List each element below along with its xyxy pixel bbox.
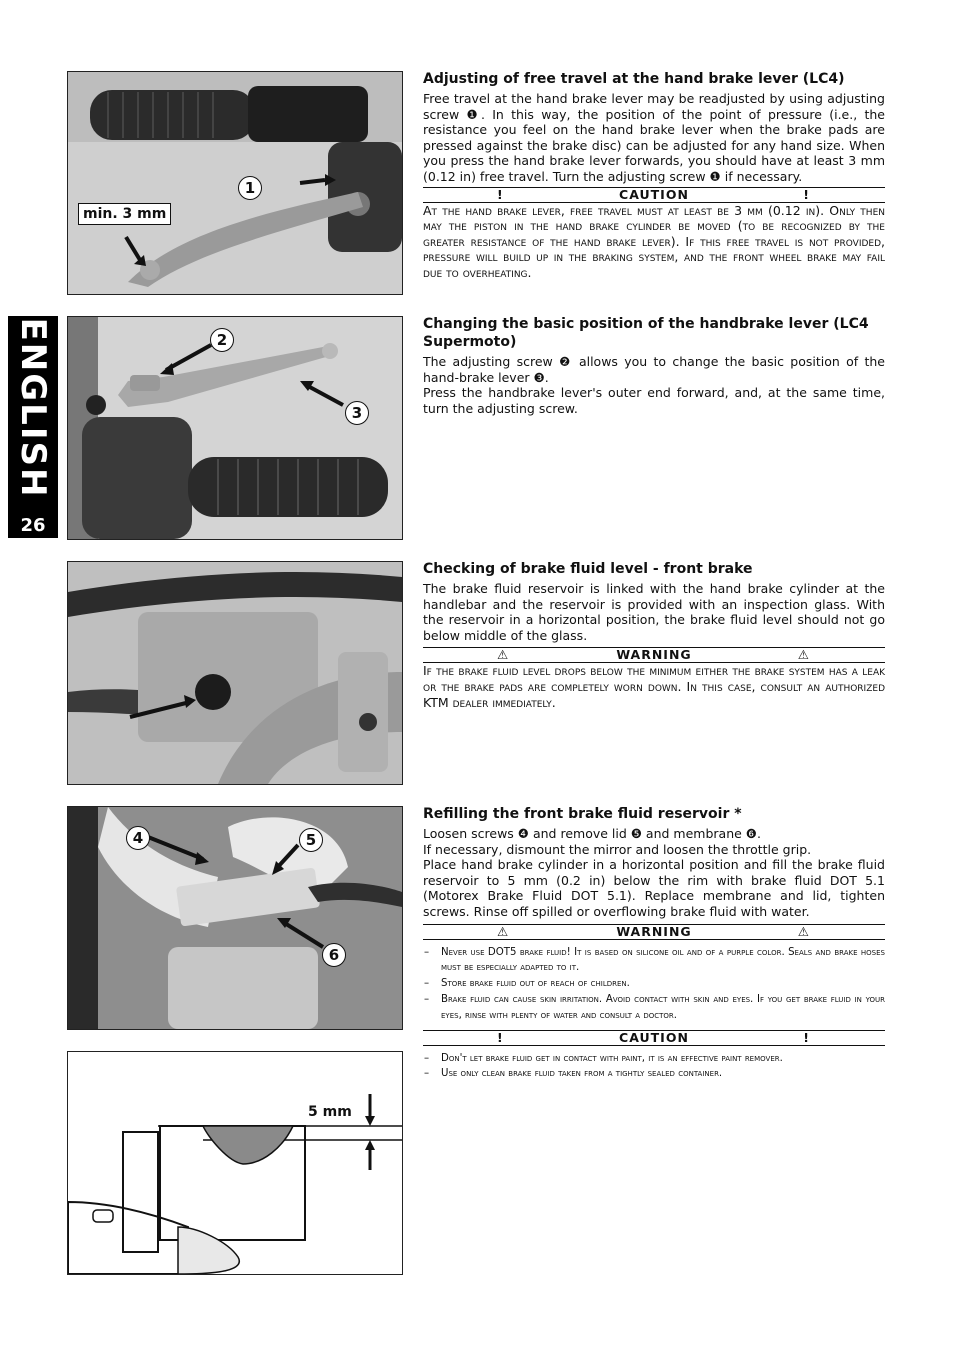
caution-mark-left: ! xyxy=(497,1029,503,1045)
section-title: Changing the basic position of the handbrake lever (LC4 Supermoto) xyxy=(423,316,869,350)
section-refill-reservoir xyxy=(423,805,885,1082)
warning-list xyxy=(423,945,885,1024)
list-item: – Never use DOT5 brake fluid! It is based on silicone oil and of a purple color. Seals and brake hoses must be especially adapted to it. xyxy=(423,945,885,977)
warning-mark-left: ⚠ xyxy=(497,923,509,939)
caution-mark-right: ! xyxy=(803,186,809,202)
caution-list xyxy=(423,1051,885,1083)
section-line-3: Place hand brake cylinder in a horizontal position and fill the brake fluid reservoir to 5 mm (0.2 in) below the rim with brake fluid DOT 5.1 (Motorex Brake Fluid DOT 5.1). Replace membrane and lid, tighten screws. Rinse off spilled or overflowing brake fluid with water. xyxy=(423,857,885,919)
warning-mark-left: ⚠ xyxy=(497,647,509,663)
drawing-fluid-level xyxy=(67,1051,403,1275)
min-travel-label: min. 3 mm xyxy=(78,203,171,225)
five-mm-label: 5 mm xyxy=(308,1104,352,1120)
section-body-2: Press the handbrake lever's outer end forward, and, at the same time, turn the adjusting screw. xyxy=(423,385,885,416)
warning-mark-right: ⚠ xyxy=(797,647,809,663)
photo-refilling-reservoir xyxy=(67,806,403,1030)
section-title: Checking of brake fluid level - front brake xyxy=(423,561,753,577)
callout-5: 5 xyxy=(299,828,323,852)
language-label: ENGLISH xyxy=(13,317,53,499)
caution-word: CAUTION xyxy=(619,186,689,202)
section-free-travel xyxy=(423,70,885,281)
warning-word: WARNING xyxy=(616,923,692,939)
warning-word: WARNING xyxy=(616,647,692,663)
caution-text: At the hand brake lever, free travel must at least be 3 mm (0.12 in). Only then may the piston in the hand brake cylinder be moved (to be recognized by the greater resistance of the hand brake lever). If this free travel is not provided, pressure will build up in the braking system, and the front wheel brake may fail due to overheating. xyxy=(423,202,885,280)
section-line-2: If necessary, dismount the mirror and loosen the throttle grip. xyxy=(423,841,812,857)
callout-4: 4 xyxy=(126,826,150,850)
list-item: – Use only clean brake fluid taken from a tightly sealed container. xyxy=(423,1066,885,1082)
list-item: – Store brake fluid out of reach of children. xyxy=(423,976,885,992)
callout-3: 3 xyxy=(345,401,369,425)
section-title: Adjusting of free travel at the hand brake lever (LC4) xyxy=(423,71,845,87)
section-body-1: The adjusting screw ❷ allows you to change the basic position of the hand-brake lever ❸. xyxy=(423,354,885,385)
caution-word: CAUTION xyxy=(619,1029,689,1045)
section-body: The brake fluid reservoir is linked with the hand brake cylinder at the handlebar and the reservoir is provided with an inspection glass. With the reservoir in a horizontal position, the brake fluid level should not go below middle of the glass. xyxy=(423,581,885,643)
language-tab xyxy=(8,316,58,538)
caution-bar xyxy=(423,187,885,203)
section-title: Refilling the front brake fluid reservoir * xyxy=(423,806,742,822)
callout-6: 6 xyxy=(322,943,346,967)
warning-text: If the brake fluid level drops below the minimum either the brake system has a leak or the brake pads are completely worn down. In this case, consult an authorized KTM dealer immediately. xyxy=(423,663,885,710)
caution-mark-right: ! xyxy=(803,1029,809,1045)
photo-hand-brake-free-travel xyxy=(67,71,403,295)
warning-bar xyxy=(423,647,885,663)
list-item: – Brake fluid can cause skin irritation. Avoid contact with skin and eyes. If you get brake fluid in your eyes, rinse with plenty of water and consult a doctor. xyxy=(423,992,885,1024)
warning-mark-right: ⚠ xyxy=(797,923,809,939)
section-line-1: Loosen screws ❹ and remove lid ❺ and membrane ❻. xyxy=(423,826,761,841)
section-body: Free travel at the hand brake lever may be readjusted by using adjusting screw ❶. In this way, the position of the point of pressure (i.e., the resistance you feel on the hand brake lever when the brake pads are pressed against the brake disc) can be adjusted for any hand size. When you press the hand brake lever forwards, you should have at least 3 mm (0.12 in) free travel. Turn the adjusting screw ❶ if necessary. xyxy=(423,91,885,184)
caution-bar xyxy=(423,1030,885,1046)
list-item: – Don't let brake fluid get in contact with paint, it is an effective paint remover. xyxy=(423,1051,885,1067)
section-basic-position xyxy=(423,315,885,416)
warning-bar xyxy=(423,924,885,940)
section-check-fluid-level xyxy=(423,560,885,710)
photo-handbrake-basic-position xyxy=(67,316,403,540)
callout-1: 1 xyxy=(238,176,262,200)
photo-brake-fluid-inspection-glass xyxy=(67,561,403,785)
caution-mark-left: ! xyxy=(497,186,503,202)
callout-2: 2 xyxy=(210,328,234,352)
page-number: 26 xyxy=(20,515,46,536)
